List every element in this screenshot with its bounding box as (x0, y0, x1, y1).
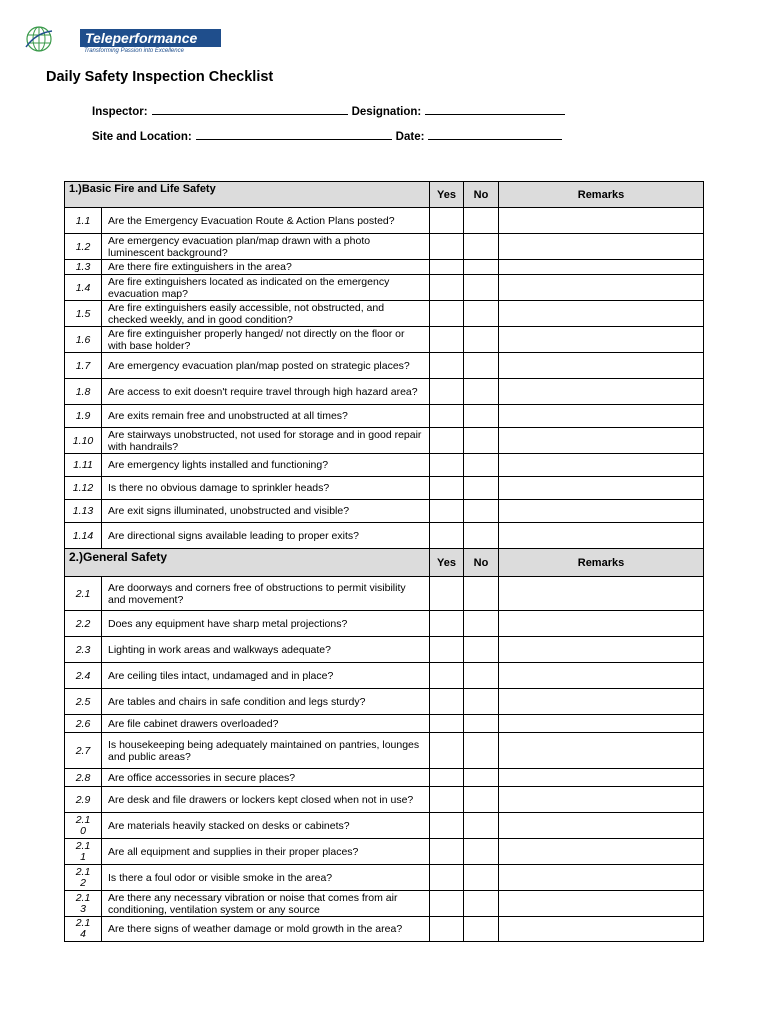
yes-cell[interactable] (430, 611, 464, 637)
no-cell[interactable] (464, 689, 499, 715)
table-row (65, 611, 704, 637)
yes-cell[interactable] (430, 865, 464, 891)
item-number: 1.2 (65, 234, 102, 260)
no-cell[interactable] (464, 301, 499, 327)
table-row (65, 733, 704, 769)
remarks-cell[interactable] (499, 577, 704, 611)
remarks-cell[interactable] (499, 234, 704, 260)
item-question: Are there signs of weather damage or mold growth in the area? (102, 917, 430, 942)
item-question: Are office accessories in secure places? (102, 769, 430, 787)
no-cell[interactable] (464, 813, 499, 839)
yes-cell[interactable] (430, 327, 464, 353)
no-cell[interactable] (464, 379, 499, 405)
no-cell[interactable] (464, 208, 499, 234)
yes-cell[interactable] (430, 523, 464, 549)
item-number: 2.7 (65, 733, 102, 769)
remarks-cell[interactable] (499, 523, 704, 549)
table-row (65, 454, 704, 477)
item-question: Are exit signs illuminated, unobstructed and visible? (102, 500, 430, 523)
remarks-cell[interactable] (499, 208, 704, 234)
section-header (65, 549, 704, 577)
remarks-cell[interactable] (499, 839, 704, 865)
table-row (65, 428, 704, 454)
yes-cell[interactable] (430, 379, 464, 405)
table-row (65, 523, 704, 549)
item-number: 1.5 (65, 301, 102, 327)
yes-cell[interactable] (430, 787, 464, 813)
table-row (65, 327, 704, 353)
no-cell[interactable] (464, 733, 499, 769)
item-number: 2.9 (65, 787, 102, 813)
no-cell[interactable] (464, 663, 499, 689)
no-cell[interactable] (464, 523, 499, 549)
yes-column-header: Yes (430, 549, 464, 577)
remarks-cell[interactable] (499, 260, 704, 275)
table-row (65, 813, 704, 839)
table-row (65, 260, 704, 275)
yes-cell[interactable] (430, 769, 464, 787)
table-row (65, 689, 704, 715)
inspector-field[interactable] (152, 103, 348, 115)
yes-cell[interactable] (430, 405, 464, 428)
item-number: 1.9 (65, 405, 102, 428)
item-number: 1.12 (65, 477, 102, 500)
yes-cell[interactable] (430, 663, 464, 689)
item-number: 1.1 (65, 208, 102, 234)
remarks-cell[interactable] (499, 379, 704, 405)
item-number: 1.14 (65, 523, 102, 549)
table-row (65, 405, 704, 428)
item-question: Lighting in work areas and walkways adequate? (102, 637, 430, 663)
item-number: 2.1 (65, 577, 102, 611)
yes-cell[interactable] (430, 477, 464, 500)
yes-cell[interactable] (430, 500, 464, 523)
table-row (65, 477, 704, 500)
item-question: Are fire extinguishers easily accessible, not obstructed, and checked weekly, and in good condition? (102, 301, 430, 327)
remarks-cell[interactable] (499, 637, 704, 663)
remarks-cell[interactable] (499, 715, 704, 733)
table-row (65, 769, 704, 787)
remarks-cell[interactable] (499, 428, 704, 454)
item-number: 1.10 (65, 428, 102, 454)
table-row (65, 275, 704, 301)
item-question: Are there fire extinguishers in the area? (102, 260, 430, 275)
yes-cell[interactable] (430, 839, 464, 865)
yes-cell[interactable] (430, 208, 464, 234)
table-row (65, 301, 704, 327)
brand-name: Teleperformance (80, 29, 221, 47)
remarks-cell[interactable] (499, 663, 704, 689)
table-row (65, 234, 704, 260)
item-question: Are materials heavily stacked on desks or cabinets? (102, 813, 430, 839)
item-question: Are fire extinguishers located as indicated on the emergency evacuation map? (102, 275, 430, 301)
remarks-cell[interactable] (499, 327, 704, 353)
item-question: Are all equipment and supplies in their proper places? (102, 839, 430, 865)
item-number: 2.4 (65, 663, 102, 689)
item-number: 2.1 2 (65, 865, 102, 891)
table-row (65, 379, 704, 405)
no-cell[interactable] (464, 787, 499, 813)
remarks-column-header: Remarks (499, 549, 704, 577)
item-question: Are the Emergency Evacuation Route & Action Plans posted? (102, 208, 430, 234)
designation-field[interactable] (425, 103, 565, 115)
remarks-cell[interactable] (499, 813, 704, 839)
item-number: 1.4 (65, 275, 102, 301)
yes-cell[interactable] (430, 234, 464, 260)
table-row (65, 787, 704, 813)
no-cell[interactable] (464, 477, 499, 500)
remarks-cell[interactable] (499, 865, 704, 891)
item-question: Are tables and chairs in safe condition and legs sturdy? (102, 689, 430, 715)
yes-cell[interactable] (430, 301, 464, 327)
remarks-cell[interactable] (499, 733, 704, 769)
item-number: 1.3 (65, 260, 102, 275)
remarks-cell[interactable] (499, 353, 704, 379)
table-row (65, 208, 704, 234)
page-title: Daily Safety Inspection Checklist (46, 69, 274, 85)
table-row (65, 577, 704, 611)
remarks-cell[interactable] (499, 454, 704, 477)
item-question: Are exits remain free and unobstructed at all times? (102, 405, 430, 428)
no-cell[interactable] (464, 715, 499, 733)
table-row (65, 637, 704, 663)
no-cell[interactable] (464, 865, 499, 891)
item-number: 2.1 4 (65, 917, 102, 942)
yes-cell[interactable] (430, 428, 464, 454)
item-question: Are emergency evacuation plan/map drawn with a photo luminescent background? (102, 234, 430, 260)
item-number: 2.1 1 (65, 839, 102, 865)
no-cell[interactable] (464, 327, 499, 353)
remarks-cell[interactable] (499, 500, 704, 523)
table-row (65, 500, 704, 523)
remarks-cell[interactable] (499, 477, 704, 500)
remarks-cell[interactable] (499, 689, 704, 715)
no-cell[interactable] (464, 234, 499, 260)
item-question: Are doorways and corners free of obstructions to permit visibility and movement? (102, 577, 430, 611)
date-field[interactable] (428, 128, 562, 140)
item-question: Are emergency lights installed and functioning? (102, 454, 430, 477)
no-cell[interactable] (464, 577, 499, 611)
remarks-cell[interactable] (499, 301, 704, 327)
section-title: 2.)General Safety (65, 549, 430, 577)
site-field[interactable] (196, 128, 392, 140)
checklist-table (64, 181, 704, 942)
remarks-cell[interactable] (499, 917, 704, 942)
no-cell[interactable] (464, 917, 499, 942)
no-cell[interactable] (464, 611, 499, 637)
yes-cell[interactable] (430, 733, 464, 769)
item-question: Are file cabinet drawers overloaded? (102, 715, 430, 733)
yes-cell[interactable] (430, 813, 464, 839)
item-question: Are there any necessary vibration or noise that comes from air conditioning, ventilation system or any source (102, 891, 430, 917)
table-row (65, 865, 704, 891)
table-row (65, 917, 704, 942)
item-question: Is housekeeping being adequately maintained on pantries, lounges and public areas? (102, 733, 430, 769)
yes-cell[interactable] (430, 917, 464, 942)
item-question: Are desk and file drawers or lockers kept closed when not in use? (102, 787, 430, 813)
remarks-cell[interactable] (499, 787, 704, 813)
item-number: 2.6 (65, 715, 102, 733)
remarks-cell[interactable] (499, 405, 704, 428)
site-row (92, 128, 566, 143)
table-row (65, 891, 704, 917)
table-row (65, 715, 704, 733)
no-cell[interactable] (464, 500, 499, 523)
no-cell[interactable] (464, 260, 499, 275)
item-question: Is there no obvious damage to sprinkler heads? (102, 477, 430, 500)
table-row (65, 353, 704, 379)
no-cell[interactable] (464, 769, 499, 787)
item-question: Is there a foul odor or visible smoke in the area? (102, 865, 430, 891)
designation-label: Designation: (351, 106, 422, 118)
inspector-label: Inspector: (92, 106, 148, 118)
yes-cell[interactable] (430, 275, 464, 301)
item-question: Are emergency evacuation plan/map posted on strategic places? (102, 353, 430, 379)
item-number: 1.11 (65, 454, 102, 477)
yes-column-header: Yes (430, 182, 464, 208)
remarks-cell[interactable] (499, 769, 704, 787)
section-header (65, 182, 704, 208)
no-cell[interactable] (464, 637, 499, 663)
no-cell[interactable] (464, 891, 499, 917)
table-row (65, 663, 704, 689)
no-column-header: No (464, 182, 499, 208)
item-question: Are stairways unobstructed, not used for storage and in good repair with handrails? (102, 428, 430, 454)
yes-cell[interactable] (430, 689, 464, 715)
item-question: Are ceiling tiles intact, undamaged and in place? (102, 663, 430, 689)
globe-icon (24, 25, 54, 53)
company-logo (24, 25, 204, 57)
remarks-column-header: Remarks (499, 182, 704, 208)
item-number: 1.7 (65, 353, 102, 379)
item-number: 2.1 3 (65, 891, 102, 917)
remarks-cell[interactable] (499, 275, 704, 301)
item-number: 1.13 (65, 500, 102, 523)
item-number: 2.2 (65, 611, 102, 637)
yes-cell[interactable] (430, 577, 464, 611)
yes-cell[interactable] (430, 260, 464, 275)
brand-tagline: Transforming Passion into Excellence (84, 48, 184, 54)
remarks-cell[interactable] (499, 891, 704, 917)
no-cell[interactable] (464, 839, 499, 865)
item-number: 1.6 (65, 327, 102, 353)
inspector-row (92, 103, 569, 118)
remarks-cell[interactable] (499, 611, 704, 637)
site-label: Site and Location: (92, 131, 192, 143)
item-number: 2.8 (65, 769, 102, 787)
date-label: Date: (395, 131, 425, 143)
item-question: Are directional signs available leading to proper exits? (102, 523, 430, 549)
yes-cell[interactable] (430, 715, 464, 733)
no-cell[interactable] (464, 405, 499, 428)
item-number: 2.5 (65, 689, 102, 715)
no-cell[interactable] (464, 428, 499, 454)
item-question: Does any equipment have sharp metal projections? (102, 611, 430, 637)
item-question: Are fire extinguisher properly hanged/ not directly on the floor or with base holder? (102, 327, 430, 353)
yes-cell[interactable] (430, 353, 464, 379)
item-number: 2.1 0 (65, 813, 102, 839)
no-cell[interactable] (464, 275, 499, 301)
item-number: 2.3 (65, 637, 102, 663)
item-question: Are access to exit doesn't require travel through high hazard area? (102, 379, 430, 405)
yes-cell[interactable] (430, 454, 464, 477)
yes-cell[interactable] (430, 891, 464, 917)
no-cell[interactable] (464, 353, 499, 379)
table-row (65, 839, 704, 865)
yes-cell[interactable] (430, 637, 464, 663)
section-title: 1.)Basic Fire and Life Safety (65, 182, 430, 208)
item-number: 1.8 (65, 379, 102, 405)
no-column-header: No (464, 549, 499, 577)
no-cell[interactable] (464, 454, 499, 477)
